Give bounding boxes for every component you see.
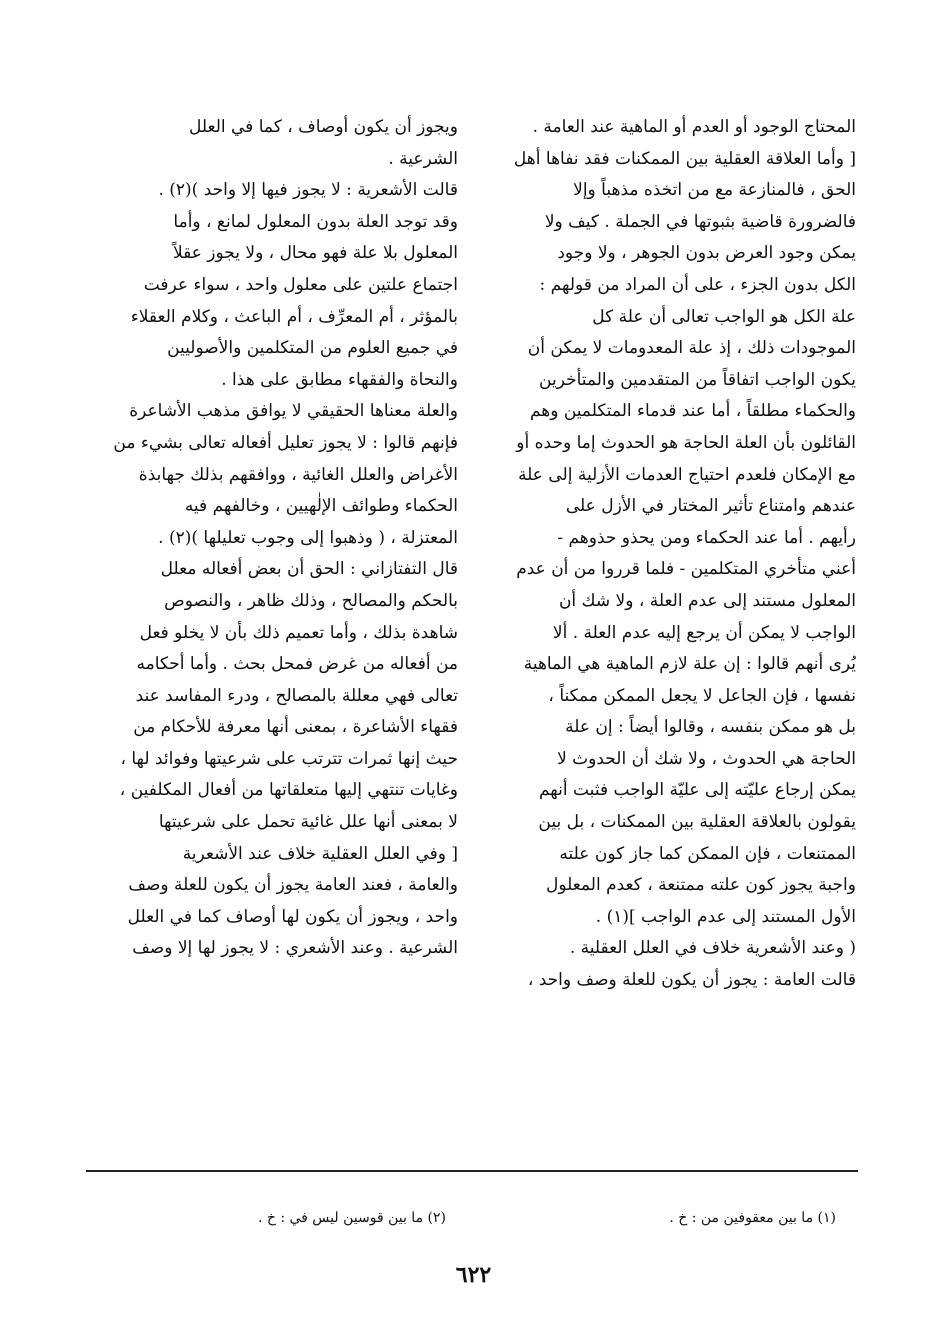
text-line: الأول المستند إلى عدم الواجب ](١) . [595, 906, 856, 927]
text-line: المعتزلة ، ( وذهبوا إلى وجوب تعليلها )(٢) . [158, 527, 458, 548]
text-line: ويجوز أن يكون أوصاف ، كما في العلل [189, 117, 458, 137]
text-line: الشرعية . وعند الأشعري : لا يجوز لها إلا وصف [132, 938, 458, 959]
text-line: المعلول بلا علة فهو محال ، ولا يجوز عقلاً [172, 243, 458, 264]
text-line: المعلول مستند إلى عدم العلة ، ولا شك أن [558, 590, 856, 611]
text-line: يمكن وجود العرض بدون الجوهر ، ولا وجود [557, 243, 856, 264]
text-line: علة الكل هو الواجب تعالى أن علة كل [592, 306, 856, 327]
text-line: بل هو ممكن بنفسه ، وقالوا أيضاً : إن علة [565, 717, 856, 738]
text-line: وقد توجد العلة بدون المعلول لمانع ، وأما [173, 211, 458, 232]
text-line: فإنهم قالوا : لا يجوز تعليل أفعاله تعالى بشيء من [113, 432, 458, 453]
text-line: تعالى فهي معللة بالمصالح ، ودرء المفاسد عند [135, 685, 458, 706]
text-line: المحتاج الوجود أو العدم أو الماهية عند العامة . [532, 117, 856, 137]
text-line: رأيهم . أما عند الحكماء ومن يحذو حذوهم - [557, 527, 856, 548]
text-line: الأغراض والعلل الغائية ، ووافقهم بذلك جهابذة [138, 464, 458, 485]
text-column-left [88, 112, 458, 965]
text-line: اجتماع علتين على معلول واحد ، سواء عرفت [143, 274, 458, 295]
text-line: والحكماء مطلقاً ، أما عند قدماء المتكلمين وهم [529, 401, 856, 422]
text-line: يُرى أنهم قالوا : إن علة لازم الماهية هي الماهية [523, 654, 856, 675]
text-line: عندهم وامتناع تأثير المختار في الأزل على [565, 496, 856, 517]
text-line: في جميع العلوم من المتكلمين والأصوليين [167, 338, 458, 359]
text-line: الواجب لا يمكن أن يرجع إليه عدم العلة . ألا [552, 622, 856, 643]
text-line: حيث إنها ثمرات تترتب على شرعيتها وفوائد لها ، [120, 748, 458, 769]
text-line: والعامة ، فعند العامة يجوز أن يكون للعلة وصف [128, 875, 458, 896]
text-line: والعلة معناها الحقيقي لا يوافق مذهب الأشاعرة [129, 401, 458, 422]
footnote-1: (١) ما بين معقوفين من : خ . [669, 1210, 836, 1226]
text-line: مع الإمكان فلعدم احتياج العدمات الأزلية إلى علة [518, 464, 856, 485]
footnote-separator [86, 1170, 858, 1172]
footnote-2: (٢) ما بين قوسين ليس في : خ . [257, 1210, 446, 1226]
text-line: لا بمعنى أنها علل غائية تحمل على شرعيتها [158, 812, 458, 833]
page-number: ٦٢٢ [455, 1262, 492, 1288]
text-line: الحق ، فالمنازعة مع من اتخذه مذهباً وإلا [573, 180, 856, 201]
text-line: بالمؤثر ، أم المعرِّف ، أم الباعث ، وكلام العقلاء [130, 306, 458, 327]
text-line: أعني متأخري المتكلمين - فلما قرروا من أن عدم [516, 559, 856, 580]
text-line: الموجودات ذلك ، إذ علة المعدومات لا يمكن أن [527, 338, 856, 359]
text-line: واجبة يجوز كون علته ممتنعة ، كعدم المعلول [545, 875, 856, 896]
text-line: والنحاة والفقهاء مطابق على هذا . [221, 369, 458, 390]
text-line: واحد ، ويجوز أن يكون لها أوصاف كما في العلل [127, 906, 458, 927]
text-line: الشرعية . [388, 148, 458, 169]
text-line: الحاجة هي الحدوث ، ولا شك أن الحدوث لا [557, 748, 856, 769]
text-line: [ وأما العلاقة العقلية بين الممكنات فقد نفاها أهل [513, 148, 856, 169]
text-line: قالت العامة : يجوز أن يكون للعلة وصف واحد ، [527, 970, 856, 991]
text-line: بالحكم والمصالح ، وذلك ظاهر ، والنصوص [164, 590, 458, 611]
text-line: وغايات تنتهي إليها متعلقاتها من أفعال المكلفين ، [119, 780, 458, 801]
text-line: الكل بدون الجزء ، على أن المراد من قولهم : [539, 274, 856, 295]
text-line: قالت الأشعرية : لا يجوز فيها إلا واحد )(٢) . [158, 180, 458, 201]
text-line: الحكماء وطوائف الإلٰهيين ، وخالفهم فيه [184, 496, 458, 517]
text-line: نفسها ، فإن الجاعل لا يجعل الممكن ممكناً ، [548, 685, 856, 706]
text-line: من أفعاله من غرض فمحل بحث . وأما أحكامه [136, 654, 458, 675]
text-line: شاهدة بذلك ، وأما تعميم ذلك بأن لا يخلو فعل [139, 622, 458, 643]
text-line: ( وعند الأشعرية خلاف في العلل العقلية . [569, 938, 856, 959]
text-line: يكون الواجب اتفاقاً من المتقدمين والمتأخرين [539, 369, 856, 390]
text-line: [ وفي العلل العقلية خلاف عند الأشعرية [182, 843, 458, 864]
text-line: يمكن إرجاع عليّته إلى عليّة الواجب فثبت أنهم [538, 780, 856, 801]
text-line: قال التفتازاني : الحق أن بعض أفعاله معلل [160, 559, 458, 580]
text-line: الممتنعات ، فإن الممكن كما جاز كون علته [559, 843, 856, 864]
text-line: فقهاء الأشاعرة ، بمعنى أنها معرفة للأحكام من [133, 717, 458, 738]
text-line: يقولون بالعلاقة العقلية بين الممكنات ، بل بين [538, 812, 856, 833]
text-line: فالضرورة قاضية بثبوتها في الجملة . كيف ولا [544, 211, 856, 232]
text-column-right [478, 112, 856, 997]
text-line: القائلون بأن العلة الحاجة هو الحدوث إما وحده أو [516, 432, 856, 453]
